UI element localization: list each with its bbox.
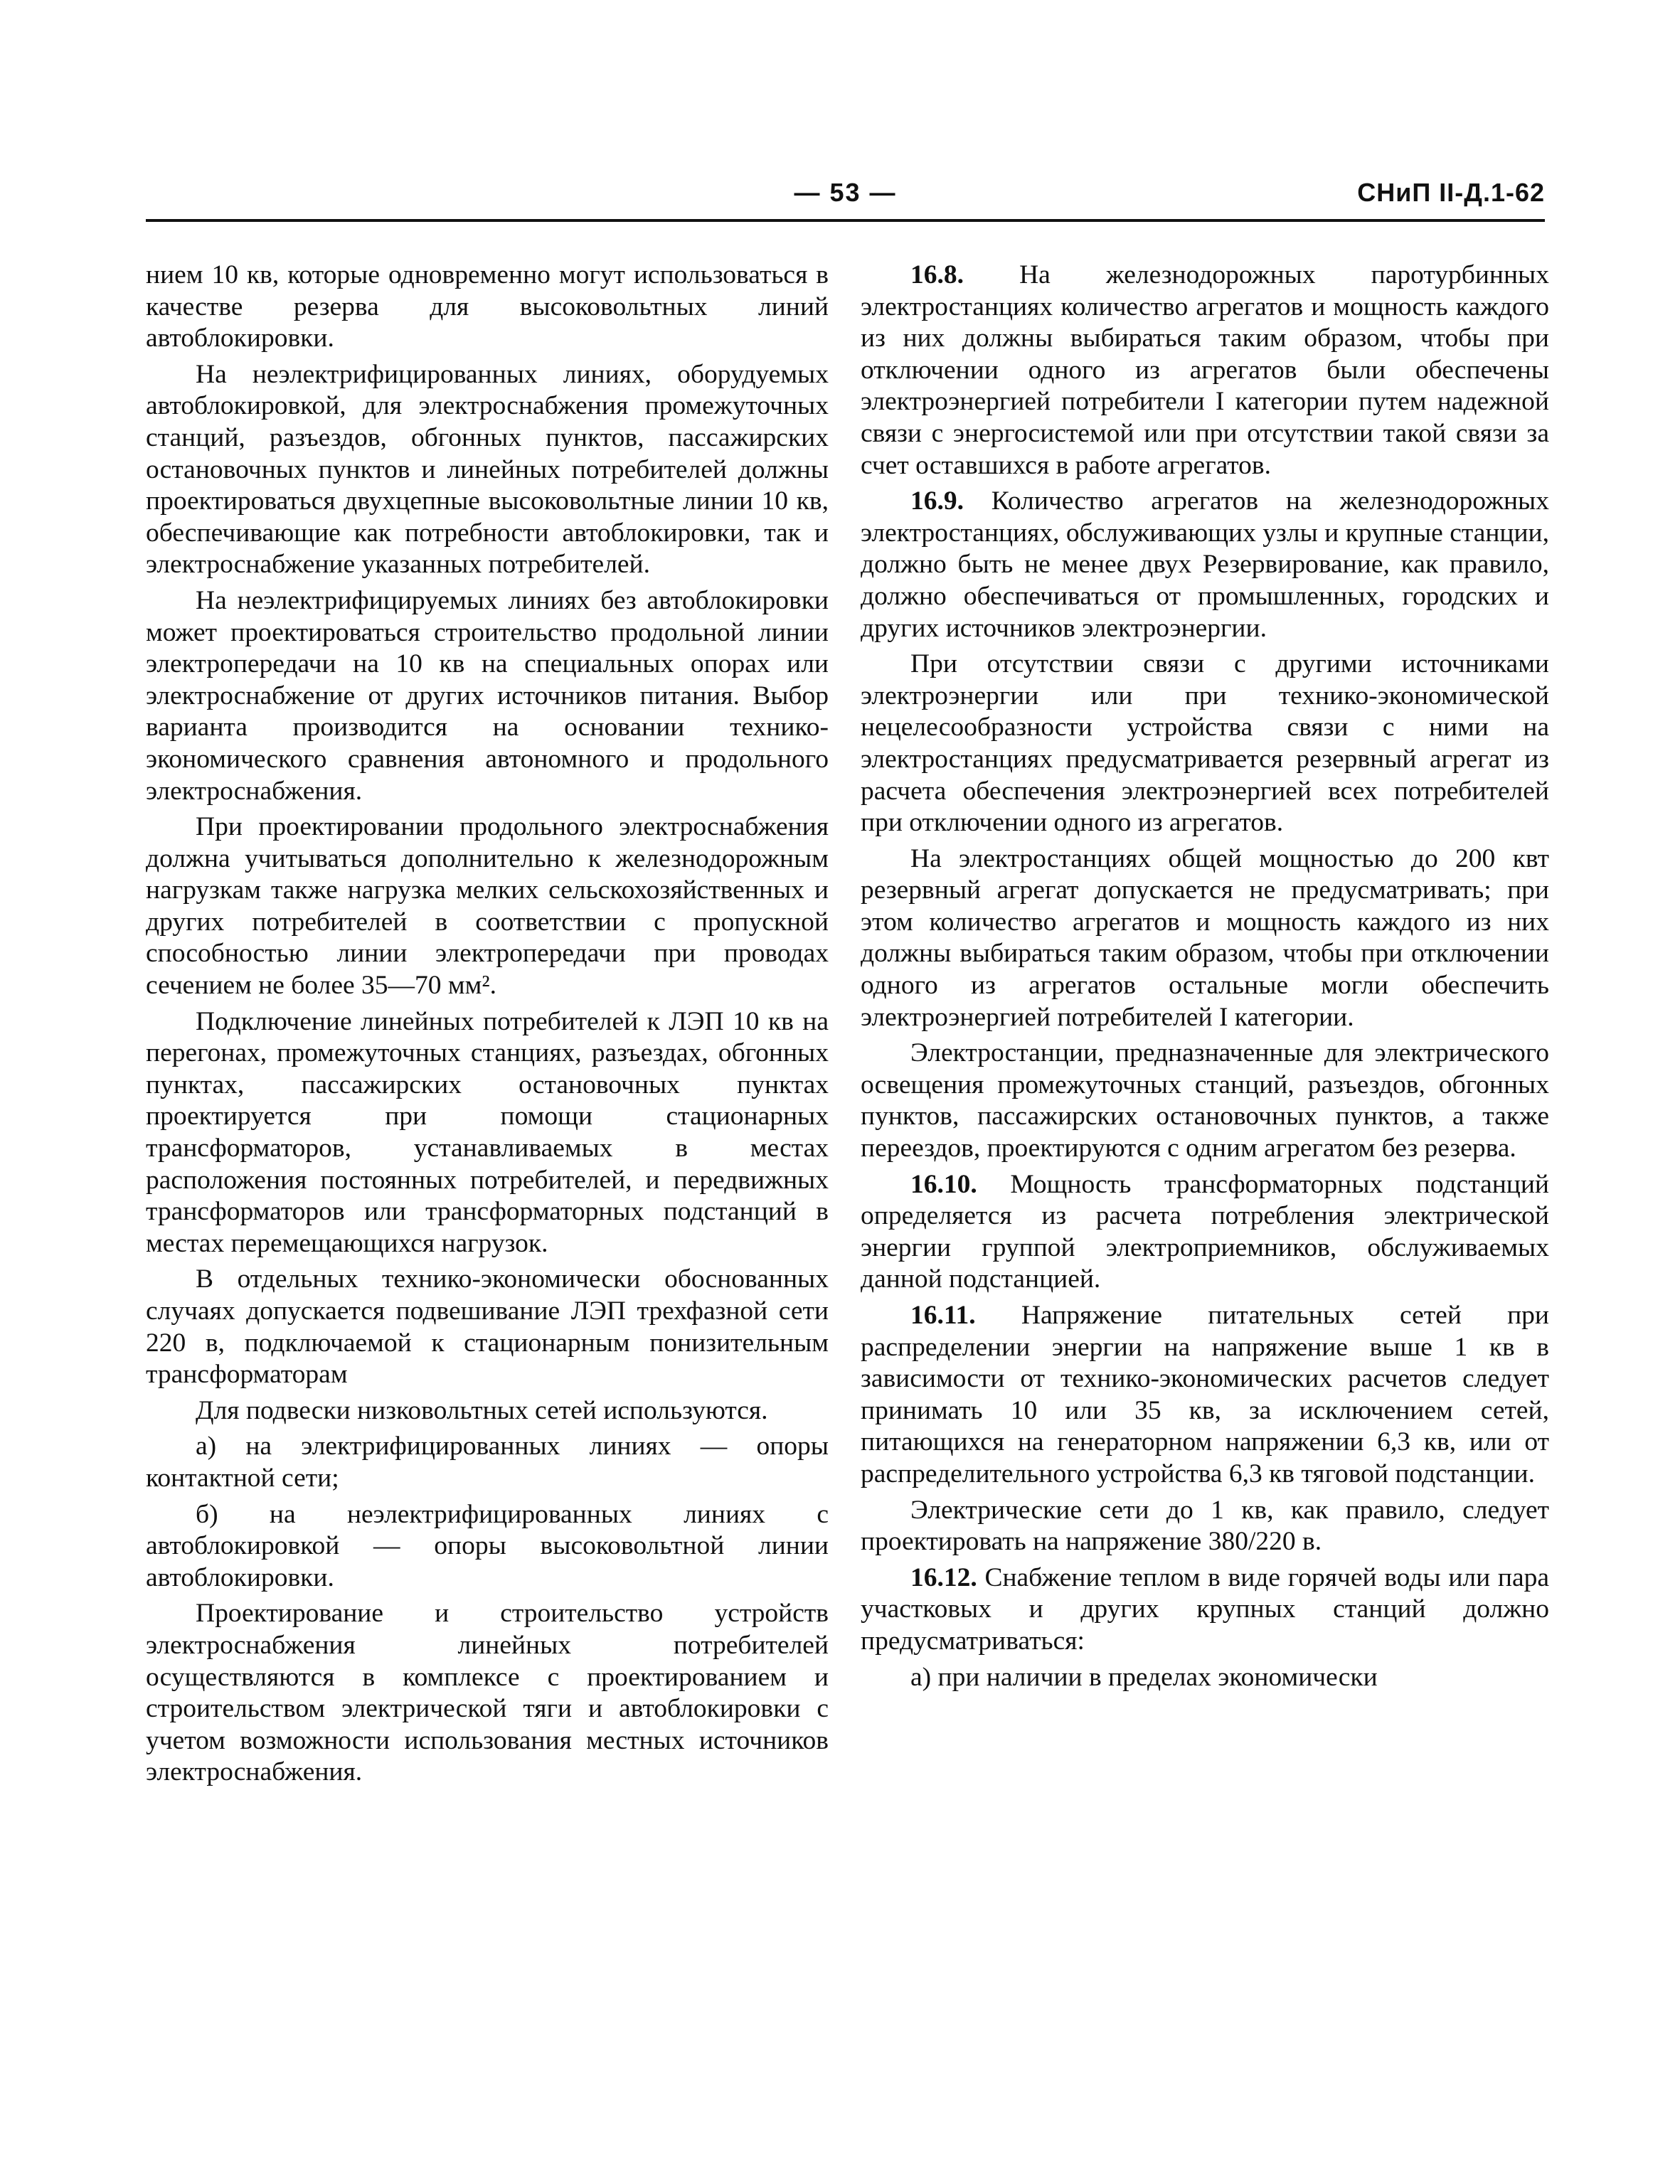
section-paragraph	[861, 1169, 1549, 1296]
section-paragraph	[861, 1562, 1549, 1658]
paragraph: При отсутствии связи с другими источниками электроэнергии или при технико-экономической нецелесообразности устройства связи с ними на электростанциях предусматривается резервный агрегат из расчета обеспечения электроэнергией всех потребителей при отключении одного из агрегатов.	[861, 649, 1549, 838]
header-rule	[146, 219, 1545, 222]
section-paragraph	[861, 260, 1549, 481]
list-item: а) при наличии в пределах экономически	[910, 1662, 1378, 1692]
section-number: 16.12.	[910, 1562, 977, 1592]
section-text: На железнодорожных паротурбинных электростанциях количество агрегатов и мощность каждого из них должны выбираться таким образом, чтобы при отключении одного из агрегатов были обеспечены электроэнергией потребители I категории путем надежной связи с энергосистемой или при отсутствии такой связи за счет оставшихся в работе агрегатов.	[861, 260, 1549, 480]
section-text: Напряжение питательных сетей при распределении энергии на напряжение выше 1 кв в зависимости от технико-экономических расчетов следует принимать 10 или 35 кв, за исключением сетей, питающихся на генераторном напряжении 6,3 кв, или от распределительного устройства 6,3 кв тяговой подстанции.	[861, 1301, 1550, 1488]
section-number: 16.10.	[910, 1169, 977, 1199]
paragraph: При проектировании продольного электроснабжения должна учитываться дополнительно к железнодорожным нагрузкам также нагрузка мелких сельскохозяйственных и других потребителей в соответствии с пропускной способностью линии электропередачи при проводах сечением не более 35—70 мм².	[146, 812, 829, 1001]
document-code: СНиП II-Д.1-62	[1357, 178, 1545, 207]
paragraph: На неэлектрифицируемых линиях без автоблокировки может проектироваться строительство продольной линии электропередачи на 10 кв на специальных опорах или электроснабжение от других источников питания. Выбор варианта производится на основании технико-экономического сравнения автономного и продольного электроснабжения.	[146, 585, 829, 806]
section-number: 16.8.	[910, 260, 964, 289]
section-text: Мощность трансформаторных подстанций определяется из расчета потребления электрической энергии группой электроприемников, обслуживаемых данной подстанцией.	[861, 1169, 1550, 1294]
section-number: 16.9.	[910, 486, 964, 516]
right-column	[861, 260, 1549, 1698]
section-text: Снабжение теплом в виде горячей воды или пара участковых и других крупных станций должно предусматриваться:	[861, 1562, 1549, 1656]
paragraph: На электростанциях общей мощностью до 200 квт резервный агрегат допускается не предусматривать; при этом количество агрегатов и мощность каждого из них должны выбираться таким образом, чтобы при отключении одного из агрегатов остальные могли обеспечить электроэнергией потребителей I категории.	[861, 843, 1549, 1032]
section-text: Количество агрегатов на железнодорожных электростанциях, обслуживающих узлы и крупные станции, должно быть не менее двух Резервирование, как правило, должно обеспечиваться от промышленных, городских и других источников электроэнергии.	[861, 486, 1549, 643]
section-paragraph	[861, 486, 1549, 644]
paragraph: Для подвески низковольтных сетей используются.	[196, 1395, 768, 1425]
section-paragraph	[861, 1300, 1549, 1491]
left-column	[146, 260, 829, 1793]
paragraph: Проектирование и строительство устройств электроснабжения линейных потребителей осуществляются в комплексе с проектированием и строительством электрической тяги и автоблокировки с учетом возможности использования местных источников электроснабжения.	[146, 1599, 829, 1787]
paragraph: Подключение линейных потребителей к ЛЭП 10 кв на перегонах, промежуточных станциях, разъездах, обгонных пунктах, пассажирских остановочных пунктах проектируется при помощи стационарных трансформаторов, устанавливаемых в местах расположения постоянных потребителей, и передвижных трансформаторов или трансформаторных подстанций в местах перемещающихся нагрузок.	[146, 1006, 829, 1258]
page-number: — 53 —	[794, 178, 897, 207]
paragraph: В отдельных технико-экономически обоснованных случаях допускается подвешивание ЛЭП трехфазной сети 220 в, подключаемой к стационарным понизительным трансформаторам	[146, 1264, 829, 1390]
list-item: б) на неэлектрифицированных линиях с автоблокировкой — опоры высоковольтной линии автоблокировки.	[146, 1499, 829, 1592]
paragraph: На неэлектрифицированных линиях, оборудуемых автоблокировкой, для электроснабжения промежуточных станций, разъездов, обгонных пунктов, пассажирских остановочных пунктов и линейных потребителей должны проектироваться двухцепные высоковольтные линии 10 кв, обеспечивающие как потребности автоблокировки, так и электроснабжение указанных потребителей.	[146, 359, 829, 580]
paragraph: нием 10 кв, которые одновременно могут использоваться в качестве резерва для высоковольтных линий автоблокировки.	[146, 260, 829, 353]
paragraph: Электростанции, предназначенные для электрического освещения промежуточных станций, разъездов, обгонных пунктов, пассажирских остановочных пунктов, а также переездов, проектируются с одним агрегатом без резерва.	[861, 1038, 1549, 1163]
section-number: 16.11.	[910, 1301, 976, 1330]
list-item: а) на электрифицированных линиях — опоры контактной сети;	[146, 1432, 829, 1493]
paragraph: Электрические сети до 1 кв, как правило, следует проектировать на напряжение 380/220 в.	[861, 1495, 1549, 1557]
